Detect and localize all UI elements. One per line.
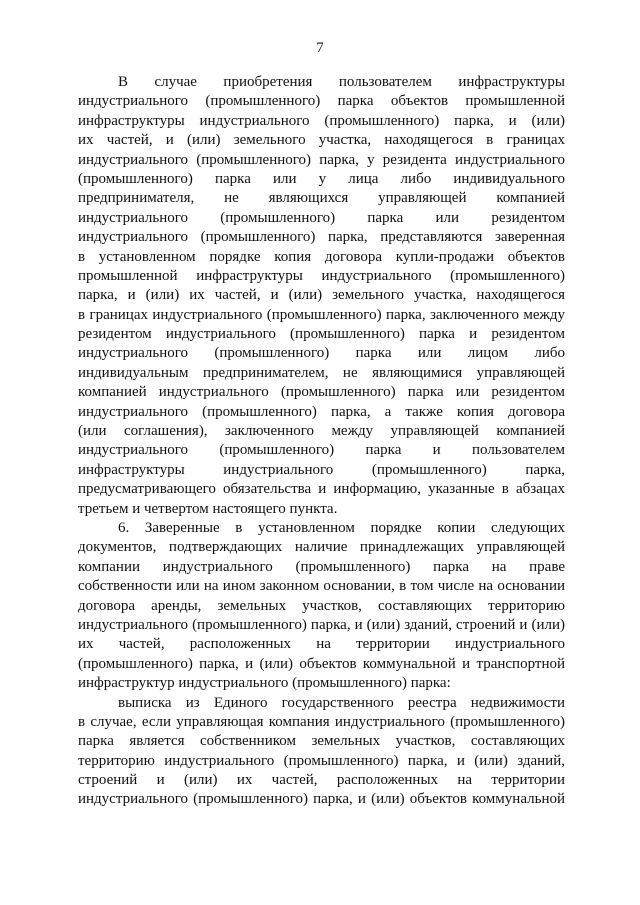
text-line: в границах индустриального (промышленного) парка, заключенного между [78, 306, 565, 323]
text-line: выписка из Единого государственного реестра недвижимости [118, 694, 565, 711]
text-line: их частей, расположенных на территории индустриального [78, 636, 565, 653]
text-line: индивидуальным предпринимателем, не являющимися управляющей [78, 364, 565, 381]
text-line: предпринимателя, не являющихся управляющей компанией [78, 190, 565, 207]
text-line: парка является собственником земельных участков, составляющих [78, 733, 565, 750]
text-line: территорию индустриального (промышленного) парка, и (или) зданий, [78, 752, 565, 769]
text-line: (или соглашения), заключенного между управляющей компанией [78, 423, 565, 440]
text-line: инфраструктуры индустриального (промышленного) парка, [78, 461, 565, 478]
text-line: инфраструктуры индустриального (промышленного) парка, и (или) [78, 112, 565, 129]
text-line: строений и (или) их частей, расположенных на территории [78, 772, 565, 789]
text-line: индустриального (промышленного) парка объектов промышленной [78, 93, 565, 110]
text-line: индустриального (промышленного) парка или резидентом [78, 209, 565, 226]
text-line: третьем и четвертом настоящего пункта. [78, 500, 338, 517]
text-line: индустриального (промышленного) парка и пользователем [78, 442, 565, 459]
text-line: (промышленного) парка или у лица либо индивидуального [78, 170, 565, 187]
text-line: индустриального (промышленного) парка, у резидента индустриального [78, 151, 565, 168]
text-line: индустриального (промышленного) парка, и (или) объектов коммунальной [78, 791, 565, 808]
text-line: парка, и (или) их частей, и (или) земельного участка, находящегося [78, 287, 565, 304]
text-line: инфраструктур индустриального (промышленного) парка: [78, 675, 451, 692]
text-line: в установленном порядке копия договора купли-продажи объектов [78, 248, 565, 265]
text-line: индустриального (промышленного) парка, и (или) зданий, строений и (или) [78, 616, 565, 633]
text-line: предусматривающего обязательства и информацию, указанные в абзацах [78, 481, 565, 498]
text-line: 6. Заверенные в установленном порядке копии следующих [118, 519, 565, 536]
text-line: их частей, и (или) земельного участка, находящегося в границах [78, 132, 565, 149]
text-line: (промышленного) парка, и (или) объектов коммунальной и транспортной [78, 655, 565, 672]
text-line: индустриального (промышленного) парка, представляются заверенная [78, 229, 565, 246]
text-line: в случае, если управляющая компания индустриального (промышленного) [78, 713, 565, 730]
text-line: собственности или на ином законном основании, в том числе на основании [78, 578, 565, 595]
body-text [78, 73, 565, 810]
text-line: компании индустриального (промышленного) парка на праве [78, 558, 565, 575]
text-line: резидентом индустриального (промышленного) парка и резидентом [78, 326, 565, 343]
text-line: документов, подтверждающих наличие принадлежащих управляющей [78, 539, 565, 556]
text-line: В случае приобретения пользователем инфраструктуры [118, 74, 565, 90]
text-line: компанией индустриального (промышленного) парка или резидентом [78, 384, 565, 401]
page-number: 7 [316, 40, 324, 56]
text-line: индустриального (промышленного) парка или лицом либо [78, 345, 565, 362]
text-line: договора аренды, земельных участков, составляющих территорию [78, 597, 565, 614]
text-line: промышленной инфраструктуры индустриального (промышленного) [78, 267, 565, 284]
text-line: индустриального (промышленного) парка, а также копия договора [78, 403, 565, 420]
